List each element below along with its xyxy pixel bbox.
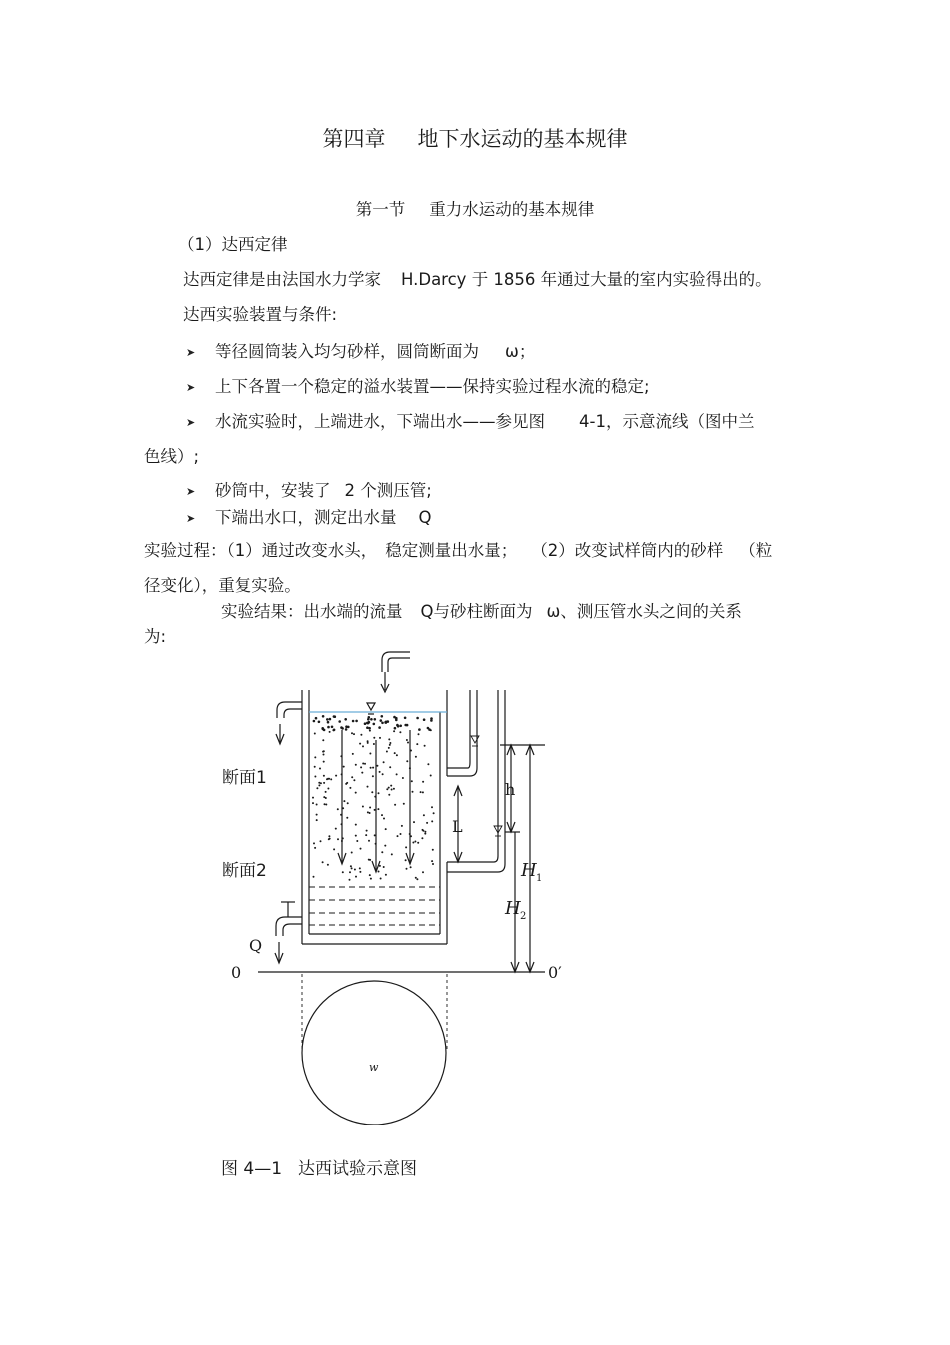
label-datum-right: 0′ [548,963,562,982]
sand-grain [405,859,407,861]
bullet-3-continuation: 色线）; [144,447,200,466]
process-paragraph [144,541,772,561]
bullet-arrow-icon: ➤ [186,346,196,359]
sand-grain [393,730,395,732]
gravel-layer [309,887,440,925]
bullet-4 [215,481,432,501]
sand-grain [360,734,362,736]
sand-grain [372,775,374,777]
sand-grain [364,722,367,725]
sand-grain [422,829,424,831]
sand-grain [329,718,332,721]
sand-grain [355,835,357,837]
sand-grain [390,785,392,787]
bullet-5-symbol: Q [418,508,432,527]
sand-grain [316,804,318,806]
sand-grain [323,729,326,732]
subheading: （1）达西定律 [178,235,288,254]
sand-grain [322,751,324,753]
bullet-5 [215,508,432,528]
sand-grain [407,742,409,744]
bullet-3-ref: 4-1，示意流线（图中兰 [579,412,755,431]
sand-grain [430,775,432,777]
sand-grain [346,782,348,784]
sand-grain [327,721,330,724]
sand-grain [431,860,433,862]
sand-grain [431,806,433,808]
sand-grain [385,828,387,830]
label-w: w [369,1061,379,1074]
sand-grain [343,766,345,768]
sand-grain [362,806,364,808]
sand-grain [322,739,324,741]
sand-grain [330,778,332,780]
streamlines [338,730,414,872]
label-datum-left: 0 [231,963,242,982]
sand-grain [369,874,371,876]
sand-grain [314,733,316,735]
sand-grain [325,804,327,806]
sand-grain [345,728,348,731]
sand-grain [359,867,361,869]
sand-grain [404,717,407,720]
bullet-arrow-icon: ➤ [186,416,196,429]
sand-grain [380,878,382,880]
sand-grain [404,724,407,727]
sand-grain [399,725,402,728]
sand-grain [338,720,341,723]
sand-grain [347,802,349,804]
sand-grain [403,803,405,805]
sand-grain [373,737,375,739]
sand-grain [331,726,334,729]
sand-grain [327,864,329,866]
sand-grain [368,727,371,730]
sand-grain [323,761,325,763]
sand-grain [337,808,339,810]
sand-grain [430,719,433,722]
sand-grain [372,767,374,769]
sand-grain [353,779,355,781]
sand-grain [412,791,414,793]
sand-grain [323,782,325,784]
sand-grain [377,808,379,810]
sand-grain [362,745,364,747]
sand-grain [342,871,344,873]
sand-grain [432,849,434,851]
process-line-2: 径变化），重复实验。 [144,576,301,595]
sand-grain [345,725,348,728]
sand-grain [400,833,402,835]
sand-grain [313,842,315,844]
sand-grain [382,773,384,775]
sand-grain [427,763,429,765]
sand-grain [316,787,318,789]
sand-grain [371,791,373,793]
sand-grain [431,820,433,822]
sand-grain [315,717,318,720]
sand-grain [383,818,385,820]
process-text-1: 实验过程：（1）通过改变水头， [144,541,378,560]
section-title [0,200,950,220]
sand-grain [410,866,412,868]
sand-grain [368,721,371,724]
sand-grain [351,732,353,734]
sand-grain [318,782,320,784]
sand-grain [418,733,420,735]
result-text-2: Q与砂柱断面为 [420,602,533,621]
sand-grain [349,787,351,789]
intro-paragraph [183,270,772,290]
sand-grain [421,837,423,839]
result-paragraph [221,602,742,622]
process-text-2: 稳定测量出水量； [385,541,518,560]
section-name: 重力水运动的基本规律 [429,200,595,219]
sand-grain [351,852,353,854]
sand-grain [369,753,371,755]
sand-grain [367,786,369,788]
bullet-arrow-icon: ➤ [186,512,196,525]
sand-grain [432,863,434,865]
bullet-1-text: 等径圆筒装入均匀砂样，圆筒断面为 [215,342,479,361]
sand-grain [327,788,329,790]
sand-grain [350,865,352,867]
sand-grain [328,778,330,780]
sand-grain [369,730,371,732]
intro-text-2: 于 1856 年通过大量的室内实验得出的。 [471,270,772,289]
intro-text-1: 达西定律是由法国水力学家 [183,270,381,289]
sand-grain [356,840,358,842]
sand-grain [395,719,398,722]
sand-grain [365,834,367,836]
sand-grain [430,729,432,731]
sand-grain [374,718,377,721]
sand-grain [314,776,316,778]
sand-grain [386,751,388,753]
cross-section-circle [302,981,446,1125]
sand-grain [401,825,403,827]
sand-sample [312,715,435,881]
sand-grain [335,775,337,777]
sand-grain [314,847,316,849]
sand-grain [354,869,356,871]
sand-grain [355,764,357,766]
sand-grain [406,868,408,870]
sand-grain [312,802,314,804]
sand-grain [379,771,381,773]
sand-grain [373,743,375,745]
piezometer-1 [447,690,477,776]
label-H1: H [521,860,537,881]
sand-grain [379,865,381,867]
chapter-title [0,126,950,152]
sand-grain [323,754,325,756]
sand-grain [378,871,380,873]
sand-grain [384,845,386,847]
sand-grain [406,739,408,741]
water-level-icon [367,703,375,710]
sand-grain [313,876,315,878]
bullet-3-text: 水流实验时，上端进水，下端出水——参见图 [215,412,545,431]
sand-grain [355,876,357,878]
sand-grain [424,831,426,833]
sand-grain [394,727,397,730]
sand-grain [424,745,426,747]
sand-grain [333,848,335,850]
sand-grain [312,797,314,799]
sand-grain [343,800,345,802]
sand-grain [416,878,418,880]
sand-grain [389,766,391,768]
sand-grain [323,775,325,777]
sand-grain [380,719,383,722]
sand-grain [327,726,330,729]
sand-grain [346,817,348,819]
chapter-number: 第四章 [322,127,386,151]
result-text-1: 实验结果：出水端的流量 [221,602,403,621]
figure-caption [221,1159,417,1179]
sand-grain [388,787,390,789]
sand-grain [423,814,425,816]
sand-grain [412,842,414,844]
sand-grain [329,731,331,733]
sand-grain [422,781,424,783]
darcy-apparatus-diagram [200,645,600,1125]
sand-grain [397,725,400,728]
sand-grain [420,791,422,793]
sand-grain [381,851,383,853]
sand-grain [367,742,369,744]
sand-grain [333,729,335,731]
bullet-1-symbol: ω； [505,342,536,361]
sand-grain [344,718,347,721]
projection-lines [302,974,447,1052]
label-section-1: 断面1 [222,768,267,788]
sand-grain [316,814,318,816]
sand-grain [370,878,372,880]
process-text-3: （2）改变试样筒内的砂样 [531,541,724,560]
sand-grain [362,763,364,765]
sand-grain [383,761,385,763]
sand-grain [417,842,419,844]
process-text-4: （粒 [739,541,773,560]
sand-grain [318,721,321,724]
label-L: L [452,817,463,836]
sand-grain [360,766,362,768]
sand-grain [422,871,424,873]
sand-grain [349,879,351,881]
sand-grain [378,792,380,794]
sand-grain [381,722,384,725]
sand-grain [370,767,372,769]
bullet-arrow-icon: ➤ [186,485,196,498]
sand-grain [318,784,320,786]
sand-grain [414,841,416,843]
sand-grain [396,754,398,756]
sand-grain [366,830,368,832]
sand-grain [381,814,383,816]
bullet-3 [215,412,754,432]
sand-grain [370,718,373,721]
sand-grain [369,807,371,809]
piezometer-2 [447,690,505,872]
sand-grain [389,742,391,744]
caption-text: 达西试验示意图 [298,1159,418,1179]
sand-grain [418,728,421,731]
sand-grain [351,867,353,869]
sand-grain [388,738,390,740]
sand-grain [413,821,415,823]
sand-grain [416,743,418,745]
sand-grain [385,721,388,724]
sand-grain [397,835,399,837]
sand-grain [340,726,343,729]
sand-grain [367,811,369,813]
sand-grain [433,812,435,814]
sand-grain [323,796,325,798]
sand-grain [322,861,324,863]
sand-grain [388,747,390,749]
sand-grain [427,727,430,730]
sand-grain [328,835,330,837]
sand-grain [396,773,398,775]
sand-grain [411,780,413,782]
sand-grain [378,726,381,729]
sand-grain [368,840,370,842]
result-text-3: ω、测压管水头之间的关系 [546,602,742,621]
bullet-4-num: 2 个测压管; [344,481,432,500]
label-Q: Q [249,936,263,955]
sand-grain [368,716,371,719]
sand-grain [355,792,357,794]
sand-grain [402,777,404,779]
sand-grain [406,760,408,762]
sand-grain [415,877,417,879]
sand-grain [386,788,388,790]
sand-grain [379,737,381,739]
sand-grain [366,726,369,729]
label-H1-sub: 1 [536,873,543,884]
sand-grain [316,819,318,821]
sand-grain [376,765,378,767]
sand-grain [355,824,357,826]
sand-grain [394,804,396,806]
bullet-5-text: 下端出水口，测定出水量 [215,508,397,527]
caption-number: 图 4—1 [221,1159,283,1179]
bullet-arrow-icon: ➤ [186,381,196,394]
sand-grain [324,803,326,805]
sand-grain [424,833,426,835]
sand-grain [329,838,331,840]
sand-grain [369,859,371,861]
inlet-pipe [382,652,410,672]
sand-grain [355,720,358,723]
setup-label: 达西实验装置与条件: [183,305,338,324]
sand-grain [399,731,401,733]
sand-grain [383,866,385,868]
sand-grain [314,756,316,758]
sand-grain [352,720,355,723]
result-line-2: 为: [144,627,167,646]
sand-grain [391,789,393,791]
sand-grain [422,791,424,793]
sand-grain [423,718,426,721]
bullet-1 [215,342,535,362]
sand-grain [391,853,393,855]
sand-grain [325,791,327,793]
sand-grain [353,733,355,735]
bullet-2: 上下各置一个稳定的溢水装置——保持实验过程水流的稳定; [215,377,650,396]
bullet-4-text: 砂筒中，安装了 [215,481,331,500]
sand-grain [326,778,328,780]
sand-grain [322,715,325,718]
sand-grain [405,846,407,848]
sand-grain [319,768,321,770]
sand-grain [360,848,362,850]
bottom-outlet-pipe [276,917,302,936]
sand-grain [349,871,351,873]
sand-grain [313,720,316,723]
sand-grain [389,744,391,746]
intro-name: H.Darcy [401,270,467,289]
sand-grain [359,871,361,873]
sand-grain [369,812,371,814]
label-h: h [505,780,516,799]
sand-grain [393,788,395,790]
sand-grain [388,794,390,796]
sand-grain [374,809,376,811]
sand-grain [415,756,417,758]
sand-grain [333,715,336,718]
sand-grain [352,753,354,755]
sand-grain [314,766,316,768]
sand-grain [361,772,363,774]
sand-grain [326,718,329,721]
chapter-name: 地下水运动的基本规律 [417,127,628,151]
sand-grain [359,743,361,745]
sand-grain [337,838,339,840]
sand-grain [426,822,428,824]
sand-grain [335,828,337,830]
sand-grain [320,840,322,842]
sand-grain [381,715,384,718]
label-H2-sub: 2 [520,911,527,922]
label-H2: H [505,898,521,919]
section-number: 第一节 [355,200,406,219]
sand-grain [394,752,396,754]
sand-grain [416,717,419,720]
sand-grain [373,723,376,726]
sand-grain [385,874,387,876]
sand-grain [364,763,366,765]
label-section-2: 断面2 [222,861,267,881]
top-overflow-pipe [277,702,302,718]
sand-grain [351,776,353,778]
